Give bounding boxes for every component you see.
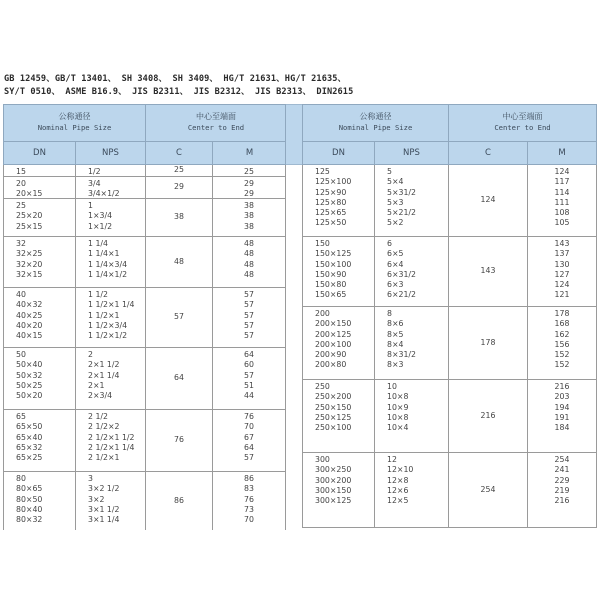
fittings-table-right: [302, 104, 597, 506]
m-value: 57: [244, 300, 254, 310]
cell-c: [449, 237, 528, 306]
nps-value: 1/2: [88, 167, 101, 176]
dn-value: 65×32: [16, 442, 43, 452]
center-c-value: 216: [480, 410, 496, 420]
center-c-value: 48: [174, 256, 184, 266]
nps-value: 2 1/2: [88, 412, 108, 421]
nps-value: 8×31/2: [387, 350, 417, 360]
dn-value: 25×15: [16, 221, 43, 231]
center-en-label: Center to End: [187, 123, 245, 132]
cell-nps: [76, 199, 146, 236]
dn-value: 250×150: [315, 402, 352, 412]
nps-value: 12×8: [387, 475, 409, 485]
dn-value: 200: [315, 309, 330, 318]
nps-value: 1 1/4: [88, 239, 108, 248]
cell-dn: [4, 177, 76, 198]
m-value: 108: [554, 208, 570, 218]
nps-value: 12×5: [387, 496, 409, 506]
dn-value: 32×25: [16, 249, 43, 259]
header-gap-band: [286, 104, 302, 165]
dn-value: 250×125: [315, 412, 352, 422]
cell-m: [213, 177, 285, 198]
table-row-group: [3, 348, 286, 410]
cell-m: [528, 165, 596, 236]
nps-value: 10×8: [387, 412, 409, 422]
cell-nps: [375, 165, 449, 236]
nps-value: 1 1/2: [88, 290, 108, 299]
nps-value: 3×2 1/2: [88, 484, 120, 494]
dn-value: 65: [16, 412, 26, 421]
m-value: 152: [554, 360, 570, 370]
nps-value: 1 1/2×1: [88, 310, 120, 320]
m-value: 124: [554, 167, 570, 176]
nps-value: 1 1/4×1/2: [88, 269, 128, 279]
cell-c: [146, 410, 213, 471]
dn-value: 125: [315, 167, 330, 176]
nps-value: 1 1/4×1: [88, 249, 120, 259]
m-value: 117: [554, 177, 570, 187]
cell-c: [146, 348, 213, 409]
dn-value: 200×150: [315, 319, 352, 329]
m-value: 114: [554, 187, 570, 197]
cell-c: [449, 307, 528, 379]
m-value: 70: [244, 515, 254, 525]
cell-c: [449, 165, 528, 236]
nps-value: 3/4: [88, 179, 101, 188]
nps-value: 3×1 1/2: [88, 504, 120, 514]
nps-value: 8×4: [387, 339, 404, 349]
m-value: 38: [244, 211, 254, 221]
table-row-group: [3, 165, 286, 177]
m-value: 86: [244, 474, 254, 483]
m-value: 216: [554, 496, 570, 506]
m-value: 219: [554, 485, 570, 495]
m-value: 130: [554, 259, 570, 269]
nps-value: 6×4: [387, 259, 404, 269]
nps-value: 2: [88, 350, 93, 359]
cell-dn: [303, 237, 375, 306]
m-value: 57: [244, 320, 254, 330]
center-c-value: 38: [174, 212, 184, 222]
fittings-table-left: [3, 104, 286, 525]
nps-value: 3: [88, 474, 93, 483]
nps-value: 2 1/2×1 1/2: [88, 432, 135, 442]
cell-c: [146, 165, 213, 176]
center-c-value: 25: [174, 165, 184, 175]
m-value: 48: [244, 239, 254, 248]
center-en-label: Center to End: [494, 123, 551, 132]
m-value: 57: [244, 310, 254, 320]
nps-value: 2×3/4: [88, 391, 113, 401]
dn-value: 150×80: [315, 280, 347, 290]
dn-value: 125×80: [315, 197, 347, 207]
cell-dn: [303, 453, 375, 527]
center-c-value: 57: [174, 312, 184, 322]
m-value: 64: [244, 442, 254, 452]
dn-value: 250×100: [315, 423, 352, 433]
m-value: 137: [554, 249, 570, 259]
nps-value: 1 1/4×3/4: [88, 259, 128, 269]
column-header-dn: DN: [4, 142, 76, 165]
cell-m: [213, 199, 285, 236]
m-value: 254: [554, 455, 570, 464]
cell-nps: [76, 288, 146, 347]
table-row-group: [302, 453, 597, 528]
dn-value: 125×65: [315, 208, 347, 218]
m-value: 203: [554, 392, 570, 402]
center-c-value: 86: [174, 495, 184, 505]
m-value: 168: [554, 319, 570, 329]
cell-dn: [4, 348, 76, 409]
column-header-m: M: [245, 148, 254, 158]
dn-value: 300×150: [315, 485, 352, 495]
nps-value: 2×1 1/2: [88, 360, 120, 370]
m-value: 111: [554, 197, 570, 207]
nps-value: 5×21/2: [387, 208, 417, 218]
m-value: 48: [244, 269, 254, 279]
m-value: 76: [244, 412, 254, 421]
dn-value: 32: [16, 239, 26, 248]
nps-value: 6×3: [387, 280, 404, 290]
cell-dn: [4, 199, 76, 236]
nps-value: 5×31/2: [387, 187, 417, 197]
nps-value: 12×6: [387, 485, 409, 495]
m-value: 44: [244, 391, 254, 401]
m-value: 241: [554, 465, 570, 475]
cell-c: [449, 380, 528, 452]
dn-value: 80×50: [16, 494, 43, 504]
dn-value: 300×125: [315, 496, 352, 506]
m-value: 156: [554, 339, 570, 349]
dn-value: 300: [315, 455, 330, 464]
dn-value: 300×200: [315, 475, 352, 485]
dn-value: 250×200: [315, 392, 352, 402]
nominal-pipe-size-header: [4, 105, 146, 142]
nps-value: 6: [387, 239, 392, 248]
dn-value: 20: [16, 179, 26, 188]
cell-nps: [375, 453, 449, 527]
m-value: 121: [554, 290, 570, 300]
center-c-value: 76: [174, 435, 184, 445]
m-value: 57: [244, 290, 254, 299]
dn-value: 150×90: [315, 269, 347, 279]
nps-value: 5: [387, 167, 392, 176]
dn-value: 200×100: [315, 339, 352, 349]
column-header-c: C: [449, 142, 528, 165]
center-c-value: 29: [174, 182, 184, 192]
cell-dn: [4, 472, 76, 530]
nps-value: 2×1: [88, 380, 105, 390]
cell-dn: [303, 165, 375, 236]
nps-value: 8×6: [387, 319, 404, 329]
m-value: 64: [244, 350, 254, 359]
m-value: 76: [244, 494, 254, 504]
nps-value: 8×5: [387, 329, 404, 339]
m-value: 57: [244, 453, 254, 463]
nps-value: 12: [387, 455, 397, 464]
cell-nps: [375, 380, 449, 452]
cell-dn: [303, 380, 375, 452]
table-row-group: [3, 177, 286, 199]
cell-m: [213, 410, 285, 471]
dn-value: 65×50: [16, 422, 43, 432]
dn-value: 150×65: [315, 290, 347, 300]
nps-value: 8: [387, 309, 392, 318]
cell-m: [213, 472, 285, 530]
m-value: 60: [244, 360, 254, 370]
center-to-end-header: [449, 105, 596, 142]
cell-m: [213, 237, 285, 287]
table-row-group: [302, 237, 597, 307]
dn-value: 300×250: [315, 465, 352, 475]
cell-dn: [303, 307, 375, 379]
cell-nps: [375, 307, 449, 379]
dn-value: 25×20: [16, 211, 43, 221]
dn-value: 80×32: [16, 515, 43, 525]
nps-value: 3×1 1/4: [88, 515, 120, 525]
m-value: 162: [554, 329, 570, 339]
m-value: 48: [244, 249, 254, 259]
dn-value: 40×20: [16, 320, 43, 330]
cell-c: [146, 472, 213, 530]
m-value: 67: [244, 432, 254, 442]
dn-value: 50×40: [16, 360, 43, 370]
dn-value: 250: [315, 382, 330, 391]
m-value: 57: [244, 331, 254, 341]
dn-value: 150×125: [315, 249, 352, 259]
dn-value: 40×32: [16, 300, 43, 310]
table-header: [3, 104, 286, 165]
standards-line-2: SY/T 0510、 ASME B16.9、 JIS B2311、 JIS B2312、 JIS B2313、 DIN2615: [4, 86, 354, 97]
nps-value: 3×2: [88, 494, 105, 504]
table-row-group: [302, 165, 597, 237]
m-value: 178: [554, 309, 570, 318]
m-value: 51: [244, 380, 254, 390]
cell-dn: [4, 165, 76, 176]
dn-value: 125×90: [315, 187, 347, 197]
column-header-m: M: [558, 148, 566, 158]
dn-value: 80×65: [16, 484, 43, 494]
m-value: 216: [554, 382, 570, 391]
nps-value: 10×4: [387, 423, 409, 433]
nps-value: 1: [88, 201, 93, 210]
dn-value: 40×25: [16, 310, 43, 320]
cell-nps: [375, 237, 449, 306]
dn-value: 15: [16, 167, 26, 176]
dn-value: 50: [16, 350, 26, 359]
nominal-en-label: Nominal Pipe Size: [37, 123, 112, 132]
table-row-group: [3, 410, 286, 472]
nps-value: 10×9: [387, 402, 409, 412]
cell-nps: [76, 237, 146, 287]
m-value: 38: [244, 201, 254, 210]
nps-value: 5×2: [387, 218, 404, 228]
dn-value: 50×32: [16, 370, 43, 380]
nominal-en-label: Nominal Pipe Size: [338, 123, 413, 132]
nps-value: 6×5: [387, 249, 404, 259]
cell-dn: [4, 237, 76, 287]
cell-nps: [76, 472, 146, 530]
dn-value: 200×90: [315, 350, 347, 360]
m-value: 229: [554, 475, 570, 485]
cell-nps: [76, 165, 146, 176]
cell-m: [213, 348, 285, 409]
center-c-value: 254: [480, 484, 496, 494]
table-row-group: [3, 288, 286, 348]
cell-nps: [76, 410, 146, 471]
dn-value: 150: [315, 239, 330, 248]
dn-value: 200×125: [315, 329, 352, 339]
nominal-cn-label: 公称通径: [359, 112, 392, 121]
cell-m: [528, 237, 596, 306]
m-value: 124: [554, 280, 570, 290]
dn-value: 20×15: [16, 189, 43, 199]
m-value: 48: [244, 259, 254, 269]
center-cn-label: 中心至端面: [196, 112, 236, 121]
m-value: 25: [244, 167, 254, 176]
standards-line-1: GB 12459、GB/T 13401、 SH 3408、 SH 3409、 HG/T 21631、HG/T 21635、: [4, 74, 347, 84]
m-value: 70: [244, 422, 254, 432]
cell-m: [528, 380, 596, 452]
nps-value: 1 1/2×3/4: [88, 320, 128, 330]
nps-value: 1×1/2: [88, 221, 113, 231]
m-value: 29: [244, 179, 254, 188]
dn-value: 50×25: [16, 380, 43, 390]
nps-value: 2 1/2×2: [88, 422, 120, 432]
center-cn-label: 中心至端面: [502, 112, 543, 121]
column-header-c: C: [146, 142, 213, 165]
m-value: 127: [554, 269, 570, 279]
nps-value: 1 1/2×1 1/4: [88, 300, 135, 310]
cell-nps: [76, 177, 146, 198]
dn-value: 32×15: [16, 269, 43, 279]
dn-value: 25: [16, 201, 26, 210]
dn-value: 125×100: [315, 177, 352, 187]
column-header-nps: NPS: [76, 142, 146, 165]
m-value: 57: [244, 370, 254, 380]
table-row-group: [3, 199, 286, 237]
dn-value: 65×25: [16, 453, 43, 463]
dn-value: 40×15: [16, 331, 43, 341]
dn-value: 150×100: [315, 259, 352, 269]
m-value: 184: [554, 423, 570, 433]
nps-value: 10×8: [387, 392, 409, 402]
nominal-pipe-size-header: [303, 105, 449, 142]
center-c-value: 124: [480, 195, 496, 205]
center-to-end-header: [146, 105, 286, 142]
dn-value: 125×50: [315, 218, 347, 228]
dn-value: 65×40: [16, 432, 43, 442]
nps-value: 1×3/4: [88, 211, 113, 221]
nps-value: 3/4×1/2: [88, 189, 120, 199]
dn-value: 200×80: [315, 360, 347, 370]
nps-value: 6×31/2: [387, 269, 417, 279]
table-row-group: [302, 380, 597, 453]
cell-nps: [76, 348, 146, 409]
m-value: 73: [244, 504, 254, 514]
center-c-value: 143: [480, 266, 496, 276]
dn-value: 80×40: [16, 504, 43, 514]
cell-c: [146, 288, 213, 347]
m-value: 38: [244, 221, 254, 231]
nps-value: 2 1/2×1: [88, 453, 120, 463]
cell-c: [146, 237, 213, 287]
cell-m: [528, 453, 596, 527]
dn-value: 80: [16, 474, 26, 483]
nps-value: 5×4: [387, 177, 404, 187]
cell-m: [213, 165, 285, 176]
nps-value: 5×3: [387, 197, 404, 207]
m-value: 29: [244, 189, 254, 199]
m-value: 191: [554, 412, 570, 422]
column-header-nps: NPS: [375, 142, 449, 165]
table-row-group: [3, 472, 286, 530]
cell-c: [146, 199, 213, 236]
m-value: 105: [554, 218, 570, 228]
nps-value: 2×1 1/4: [88, 370, 120, 380]
standards-list: [4, 73, 353, 98]
dn-value: 50×20: [16, 391, 43, 401]
m-value: 143: [554, 239, 570, 248]
nps-value: 10: [387, 382, 397, 391]
nominal-cn-label: 公称通径: [58, 112, 91, 121]
cell-m: [528, 307, 596, 379]
cell-dn: [4, 410, 76, 471]
nps-value: 6×21/2: [387, 290, 417, 300]
m-value: 194: [554, 402, 570, 412]
table-row-group: [3, 237, 286, 288]
dn-value: 32×20: [16, 259, 43, 269]
m-value: 83: [244, 484, 254, 494]
nps-value: 2 1/2×1 1/4: [88, 442, 135, 452]
nps-value: 1 1/2×1/2: [88, 331, 128, 341]
cell-m: [213, 288, 285, 347]
cell-dn: [4, 288, 76, 347]
center-c-value: 64: [174, 373, 184, 383]
nps-value: 12×10: [387, 465, 414, 475]
m-value: 152: [554, 350, 570, 360]
center-c-value: 178: [480, 337, 496, 347]
table-header: [302, 104, 597, 165]
column-header-dn: DN: [303, 142, 375, 165]
dn-value: 40: [16, 290, 26, 299]
cell-c: [449, 453, 528, 527]
cell-c: [146, 177, 213, 198]
table-row-group: [302, 307, 597, 380]
nps-value: 8×3: [387, 360, 404, 370]
